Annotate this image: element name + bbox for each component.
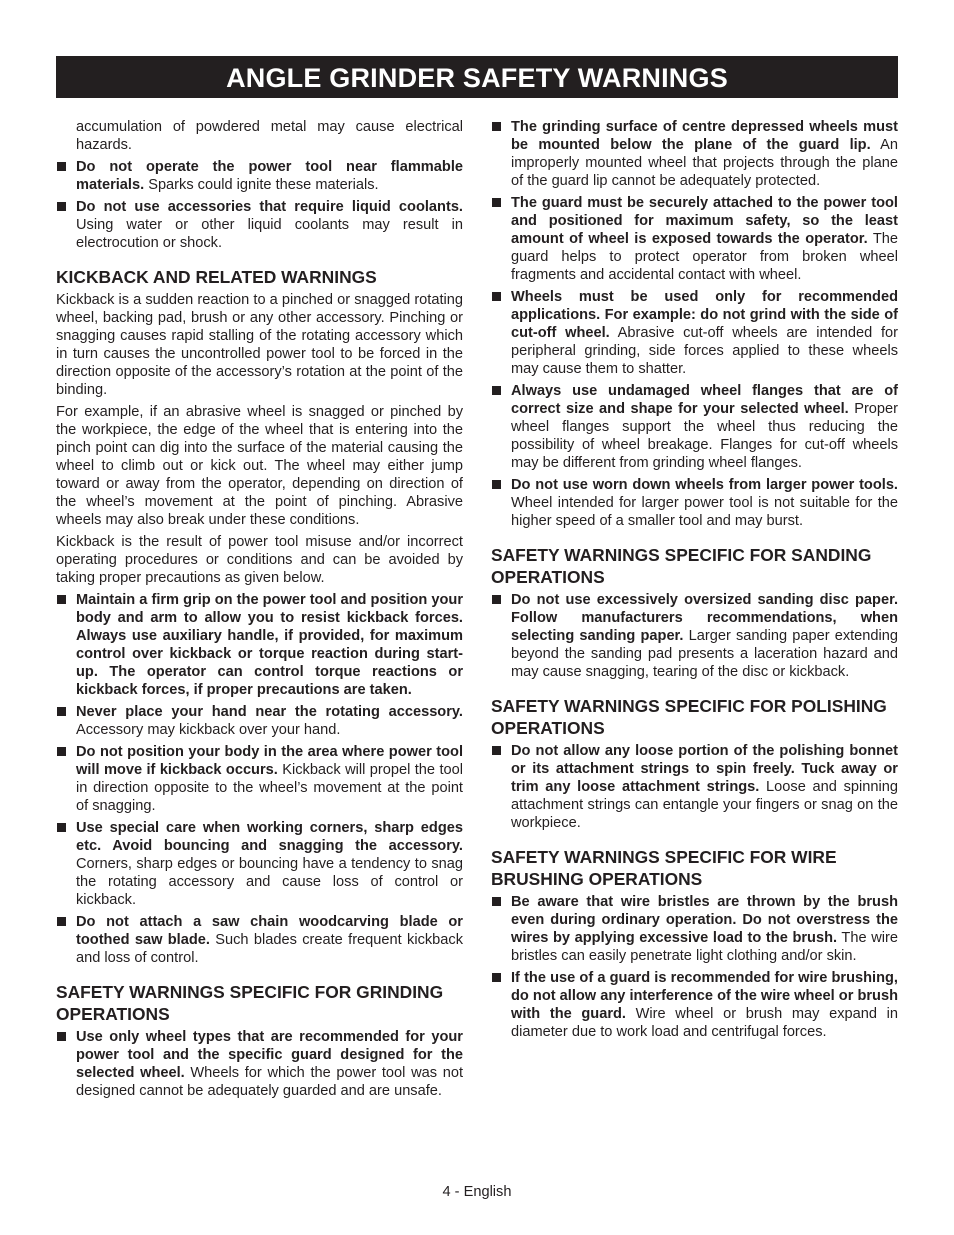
body-text: Accessory may kickback over your hand. bbox=[76, 722, 341, 738]
section-heading-wire-brushing: SAFETY WARNINGS SPECIFIC FOR WIRE BRUSHING OPERATIONS bbox=[491, 847, 837, 889]
bold-text: Do not operate the power tool near flammable materials. bbox=[76, 159, 463, 193]
list-item bbox=[56, 1028, 463, 1100]
bold-text: Always use undamaged wheel flanges that are of correct size and shape for your selected wheel. bbox=[511, 383, 898, 417]
list-item bbox=[491, 742, 898, 832]
bullet-list bbox=[491, 591, 898, 681]
bold-text: Do not use worn down wheels from larger power tools. bbox=[511, 477, 898, 493]
square-bullet-icon bbox=[492, 292, 501, 301]
paragraph: accumulation of powdered metal may cause electrical hazards. bbox=[76, 119, 463, 153]
bullet-list bbox=[56, 591, 463, 967]
square-bullet-icon bbox=[492, 595, 501, 604]
section-heading-sanding: SAFETY WARNINGS SPECIFIC FOR SANDING OPERATIONS bbox=[491, 545, 872, 587]
body-text: Abrasive cut-off wheels are intended for peripheral grinding, side forces applied to these wheels may cause them to shatter. bbox=[511, 325, 898, 377]
body-text: Larger sanding paper extending beyond the sanding pad presents a laceration hazard and may cause snagging, tearing of the disc or kickback. bbox=[511, 628, 898, 680]
list-item bbox=[56, 743, 463, 815]
list-item bbox=[56, 158, 463, 194]
square-bullet-icon bbox=[57, 595, 66, 604]
paragraph: For example, if an abrasive wheel is snagged or pinched by the workpiece, the edge of the wheel that is entering into the pinch point can dig into the surface of the material causing the wheel to climb out or kick out. The wheel may either jump toward or away from the operator, depending on direction of the wheel’s movement at the point of pinching. Abrasive wheels may also break under these conditions. bbox=[56, 404, 463, 528]
bold-text: Maintain a firm grip on the power tool and position your body and arm to allow you to resist kickback forces. Always use auxiliary handle, if provided, for maximum control over kickback or torque reaction during start-up. The operator can control torque reactions or kickback forces, if proper precautions are taken. bbox=[76, 592, 463, 698]
section-heading-kickback: KICKBACK AND RELATED WARNINGS bbox=[56, 267, 377, 287]
square-bullet-icon bbox=[492, 480, 501, 489]
square-bullet-icon bbox=[57, 202, 66, 211]
list-item bbox=[56, 819, 463, 909]
body-text: The guard helps to protect operator from broken wheel fragments and accidental contact with wheel. bbox=[511, 231, 898, 283]
body-text: Loose and spinning attachment strings can entangle your fingers or snag on the workpiece. bbox=[511, 779, 898, 831]
bullet-list bbox=[491, 118, 898, 530]
body-text: Sparks could ignite these materials. bbox=[144, 177, 379, 193]
bold-text: The guard must be securely attached to the power tool and positioned for maximum safety, so the least amount of wheel is exposed towards the operator. bbox=[511, 195, 898, 247]
square-bullet-icon bbox=[57, 1032, 66, 1041]
body-text: Such blades create frequent kickback and loss of control. bbox=[76, 932, 463, 966]
body-text: An improperly mounted wheel that projects through the plane of the guard lip cannot be adequately protected. bbox=[511, 137, 898, 189]
section-heading-polishing: SAFETY WARNINGS SPECIFIC FOR POLISHING OPERATIONS bbox=[491, 696, 887, 738]
bold-text: Do not use accessories that require liquid coolants. bbox=[76, 199, 463, 215]
list-item bbox=[56, 913, 463, 967]
list-item bbox=[56, 198, 463, 252]
bold-text: Never place your hand near the rotating accessory. bbox=[76, 704, 463, 720]
bold-text: Do not attach a saw chain woodcarving blade or toothed saw blade. bbox=[76, 914, 463, 948]
body-text: The wire bristles can easily penetrate light clothing and/or skin. bbox=[511, 930, 898, 964]
list-item bbox=[491, 118, 898, 190]
body-text: Wheel intended for larger power tool is not suitable for the higher speed of a smaller tool and may burst. bbox=[511, 495, 898, 529]
bold-text: Wheels must be used only for recommended applications. For example: do not grind with the side of cut-off wheel. bbox=[511, 289, 898, 341]
bold-text: Do not allow any loose portion of the polishing bonnet or its attachment strings to spin freely. Tuck away or trim any loose attachment strings. bbox=[511, 743, 898, 795]
right-column bbox=[491, 118, 898, 1045]
square-bullet-icon bbox=[492, 386, 501, 395]
body-text: Proper wheel flanges support the wheel thus reducing the possibility of wheel breakage. Flanges for cut-off wheels may be different from grinding wheel flanges. bbox=[511, 401, 899, 471]
body-text: Kickback will propel the tool in direction opposite to the wheel’s movement at the point of snagging. bbox=[76, 762, 463, 814]
bold-text: Use only wheel types that are recommended for your power tool and the specific guard designed for the selected wheel. bbox=[76, 1029, 463, 1081]
square-bullet-icon bbox=[492, 198, 501, 207]
bold-text: Be aware that wire bristles are thrown by the brush even during ordinary operation. Do not overstress the wires by applying excessive load to the brush. bbox=[511, 894, 898, 946]
left-column bbox=[56, 118, 463, 1104]
bullet-list bbox=[491, 893, 898, 1041]
square-bullet-icon bbox=[57, 917, 66, 926]
page-footer: 4 - English bbox=[442, 1184, 512, 1200]
list-item bbox=[491, 969, 898, 1041]
bold-text: Use special care when working corners, sharp edges etc. Avoid bouncing and snagging the accessory. bbox=[76, 820, 463, 854]
bold-text: Do not position your body in the area where power tool will move if kickback occurs. bbox=[76, 744, 463, 778]
list-item bbox=[491, 591, 898, 681]
list-item bbox=[56, 591, 463, 699]
page-title: ANGLE GRINDER SAFETY WARNINGS bbox=[56, 56, 898, 98]
paragraph: Kickback is the result of power tool misuse and/or incorrect operating procedures or conditions and can be avoided by taking proper precautions as given below. bbox=[56, 534, 463, 586]
square-bullet-icon bbox=[57, 747, 66, 756]
body-text: Wheels for which the power tool was not designed cannot be adequately guarded and are unsafe. bbox=[76, 1065, 464, 1099]
square-bullet-icon bbox=[492, 746, 501, 755]
body-text: Wire wheel or brush may expand in diameter due to work load and centrifugal forces. bbox=[511, 1006, 898, 1040]
bullet-list bbox=[56, 158, 463, 252]
body-text: Corners, sharp edges or bouncing have a tendency to snag the rotating accessory and cause loss of control or kickback. bbox=[76, 856, 463, 908]
list-item bbox=[491, 893, 898, 965]
bold-text: If the use of a guard is recommended for wire brushing, do not allow any interference of the wire wheel or brush with the guard. bbox=[511, 970, 898, 1022]
list-item bbox=[491, 194, 898, 284]
square-bullet-icon bbox=[492, 122, 501, 131]
bullet-list bbox=[491, 742, 898, 832]
list-item bbox=[491, 288, 898, 378]
bold-text: Do not use excessively oversized sanding disc paper. Follow manufacturers recommendations, when selecting sanding paper. bbox=[511, 592, 898, 644]
section-heading-grinding: SAFETY WARNINGS SPECIFIC FOR GRINDING OPERATIONS bbox=[56, 982, 444, 1024]
square-bullet-icon bbox=[57, 707, 66, 716]
paragraph: Kickback is a sudden reaction to a pinched or snagged rotating wheel, backing pad, brush or any other accessory. Pinching or snagging causes rapid stalling of the rotating accessory which in turn causes the uncontrolled power tool to be forced in the direction opposite of the accessory’s rotation at the point of the binding. bbox=[56, 292, 463, 398]
bold-text: The grinding surface of centre depressed wheels must be mounted below the plane of the guard lip. bbox=[511, 119, 898, 153]
list-item bbox=[491, 382, 898, 472]
square-bullet-icon bbox=[57, 823, 66, 832]
square-bullet-icon bbox=[492, 897, 501, 906]
body-text: Using water or other liquid coolants may result in electrocution or shock. bbox=[76, 217, 463, 251]
list-item bbox=[491, 476, 898, 530]
square-bullet-icon bbox=[492, 973, 501, 982]
bullet-list bbox=[56, 1028, 463, 1100]
list-item bbox=[56, 703, 463, 739]
square-bullet-icon bbox=[57, 162, 66, 171]
